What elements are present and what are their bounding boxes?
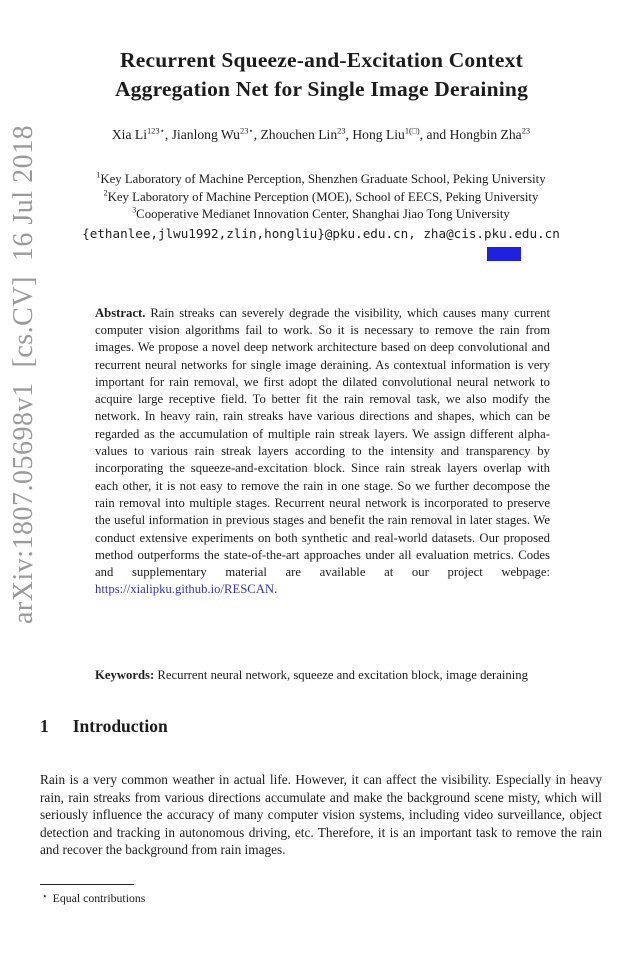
keywords-text: Recurrent neural network, squeeze and excitation block, image deraining: [154, 667, 528, 682]
abstract-link-suffix: .: [274, 582, 278, 597]
intro-paragraph: Rain is a very common weather in actual life. However, it can affect the visibility. Especially in heavy rain, rain streaks from various directions accumulate and make the background scene misty, which will seriously influence the accuracy of many computer vision systems, including video surveillance, object detection and tracking in autonomous driving, etc. Therefore, it is an important task to remove the rain and recover the background from rain images.: [40, 772, 602, 857]
keywords-label: Keywords:: [95, 667, 155, 682]
author: Hongbin Zha$^{23}$: [449, 125, 531, 142]
affiliation-line: $^3$Cooperative Medianet Innovation Center, Shanghai Jiao Tong University: [132, 205, 510, 222]
abstract: [95, 305, 550, 599]
link-annotation-box: [487, 247, 521, 261]
section-number: 1: [40, 716, 49, 736]
author-line: [40, 127, 602, 143]
affiliation-list: [40, 171, 602, 224]
affiliation-line: $^2$Key Laboratory of Machine Perception (MOE), School of EECS, Peking University: [103, 188, 539, 204]
keywords: [95, 667, 550, 684]
section-heading-introduction: [40, 716, 168, 737]
section-title: Introduction: [72, 716, 168, 736]
footnote: [42, 891, 602, 906]
author: Zhouchen Lin$^{23}$,: [260, 125, 353, 142]
project-link[interactable]: https://xialipku.github.io/RESCAN: [95, 582, 275, 597]
affiliation-line: $^1$Key Laboratory of Machine Perception, Shenzhen Graduate School, Peking University: [96, 170, 546, 186]
paper-title-line2: Aggregation Net for Single Image Deraining: [114, 76, 529, 101]
abstract-label: Abstract.: [95, 305, 146, 320]
footnote-marker: ⋆: [42, 891, 48, 901]
author: Jianlong $Wu^{23⋆}$,: [171, 125, 261, 142]
paper-title: [0, 46, 643, 103]
abstract-text: Rain streaks can severely degrade the visibility, which causes many current computer vision algorithms fail to work. So it is necessary to remove the rain from images. We propose a novel deep network architecture based on deep convolutional and recurrent neural networks for single image deraining. As contextual information is very important for rain removal, we first adopt the dilated convolutional neural network to acquire large receptive field. To better fit the rain removal task, we also modify the network. In heavy rain, rain streaks have various directions and shapes, which can be regarded as the accumulation of multiple rain streak layers. We assign different alpha-values to various rain streak layers according to the intensity and transparency by incorporating the squeeze-and-excitation block. Since rain streak layers overlap with each other, it is not easy to remove the rain in one stage. So we further decompose the rain removal into multiple stages. Recurrent neural network is incorporated to preserve the useful information in previous stages and benefit the rain removal in later stages. We conduct extensive experiments on both synthetic and real-world datasets. Our proposed method outperforms the state-of-the-art approaches under all evaluation metrics. Codes and supplementary material are available at our project webpage:: [95, 305, 550, 580]
footnote-divider: [40, 884, 134, 885]
paper-title-line1: Recurrent Squeeze-and-Excitation Context: [120, 48, 523, 72]
email-line: {ethanlee,jlwu1992,zlin,hongliu}@pku.edu.cn, zha@cis.pku.edu.cn: [82, 226, 560, 241]
arxiv-watermark: arXiv:1807.05698v1 [cs.CV] 16 Jul 2018: [8, 124, 39, 624]
footnote-text: Equal contributions: [52, 891, 146, 905]
author: Xia $Li^{123⋆}$,: [111, 125, 172, 142]
author: Hong Liu$^{1(□)}$, and: [352, 125, 450, 142]
